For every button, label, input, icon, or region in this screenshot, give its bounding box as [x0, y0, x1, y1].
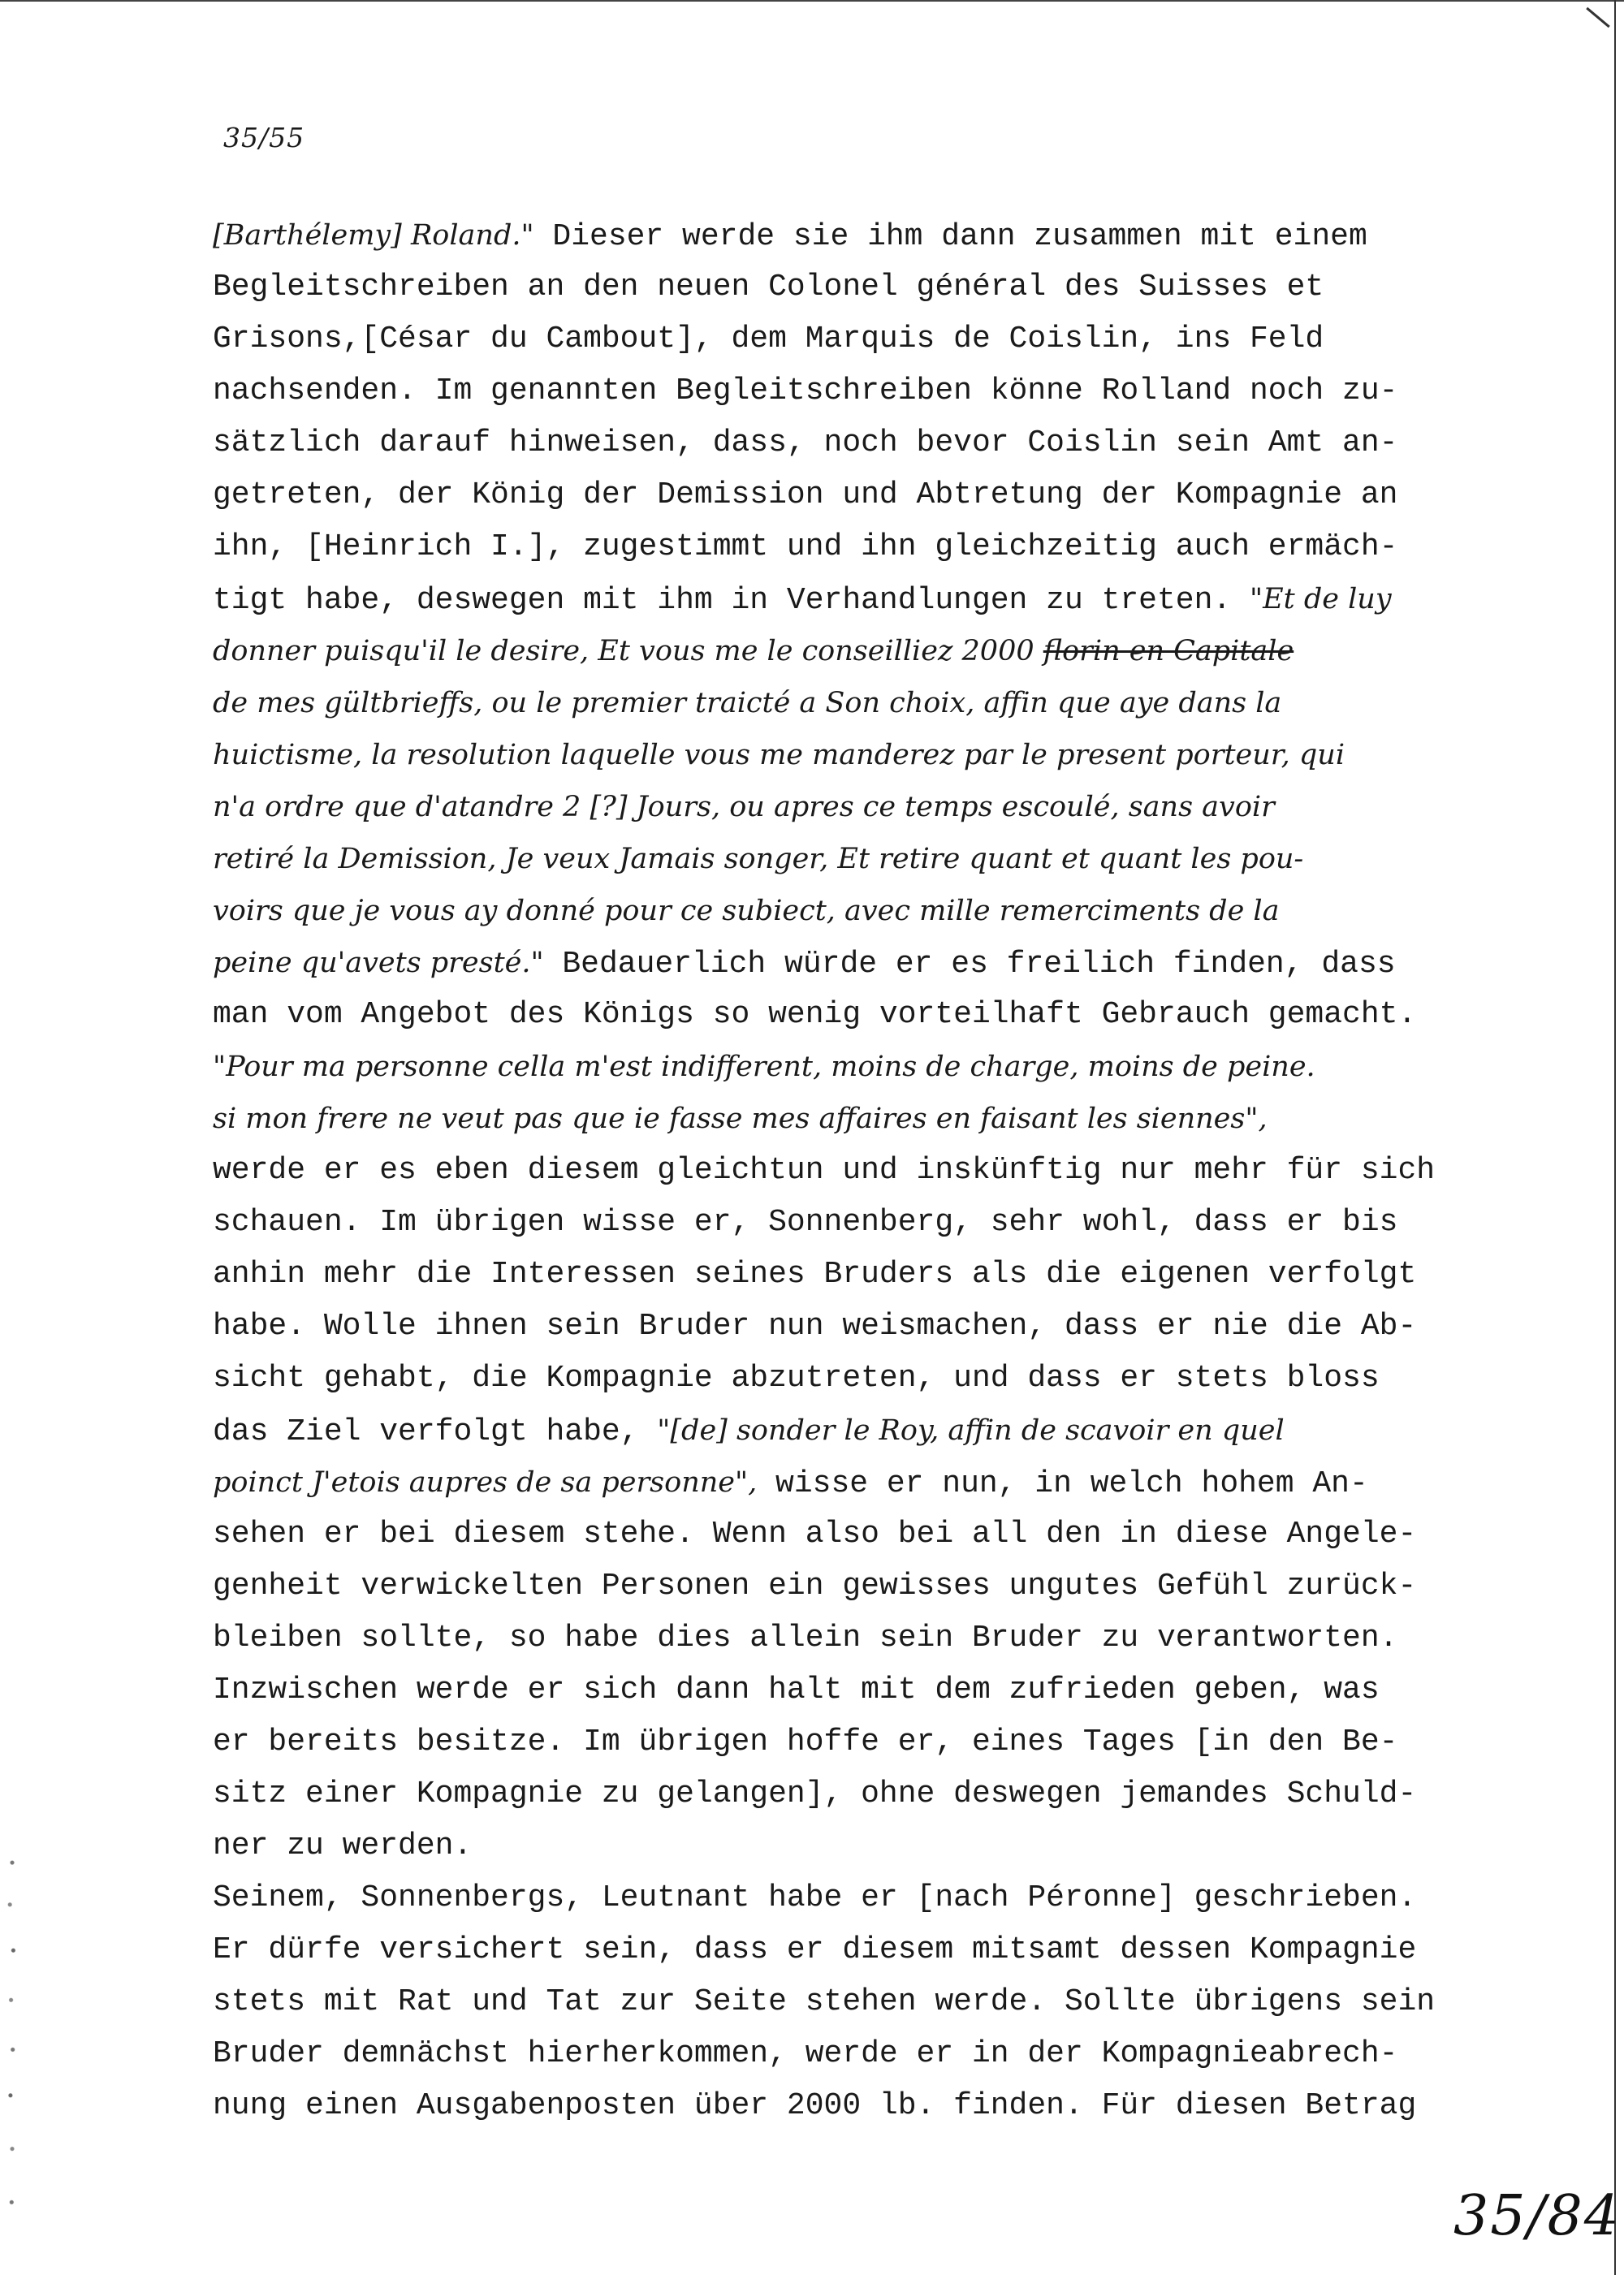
quotation-segment: si mon frere ne veut pas que ie fasse mes affaires en faisant les siennes",: [213, 1103, 1268, 1135]
quotation-segment: "Et de luy: [1250, 583, 1392, 615]
text-line: [213, 1872, 1544, 1924]
text-line: [213, 1145, 1544, 1197]
text-segment: nachsenden. Im genannten Begleitschreiben könne Rolland noch zu-: [213, 373, 1398, 408]
page-edge-right: [1614, 0, 1616, 2275]
text-line: [213, 781, 1544, 833]
text-line: [213, 937, 1544, 989]
text-segment: Seinem, Sonnenbergs, Leutnant habe er [nach Péronne] geschrieben.: [213, 1880, 1417, 1915]
text-line: [213, 469, 1544, 521]
text-line: [213, 625, 1544, 677]
text-segment: getreten, der König der Demission und Abtretung der Kompagnie an: [213, 477, 1398, 512]
text-line: [213, 989, 1544, 1041]
text-segment: nung einen Ausgabenposten über 2000 lb. finden. Für diesen Betrag: [213, 2088, 1417, 2123]
text-line: [213, 209, 1544, 261]
text-line: [213, 1820, 1544, 1872]
quotation-segment: voirs que je vous ay donné pour ce subiect, avec mille remerciments de la: [213, 895, 1280, 927]
text-line: [213, 417, 1544, 469]
text-line: [213, 1093, 1544, 1145]
text-segment: Er dürfe versichert sein, dass er diesem mitsamt dessen Kompagnie: [213, 1932, 1417, 1967]
text-line: [213, 885, 1544, 937]
text-segment: Inzwischen werde er sich dann halt mit dem zufrieden geben, was: [213, 1673, 1380, 1707]
body-text: [213, 209, 1544, 2132]
handwritten-page-number: 35/84: [1453, 2184, 1621, 2248]
text-line: [213, 1457, 1544, 1509]
text-line: [213, 2028, 1544, 2080]
text-line: [213, 1301, 1544, 1353]
text-line: [213, 677, 1544, 729]
quotation-segment: retiré la Demission, Je veux Jamais songer, Et retire quant et quant les pou-: [213, 843, 1304, 875]
text-segment: anhin mehr die Interessen seines Bruders als die eigenen verfolgt: [213, 1257, 1417, 1292]
text-line: [213, 2080, 1544, 2132]
text-segment: Begleitschreiben an den neuen Colonel général des Suisses et: [213, 270, 1324, 304]
text-line: [213, 365, 1544, 417]
text-segment: sehen er bei diesem stehe. Wenn also bei all den in diese Angele-: [213, 1517, 1417, 1552]
text-line: [213, 729, 1544, 781]
text-line: [213, 573, 1544, 625]
quotation-segment: "Pour ma personne cella m'est indifferent, moins de charge, moins de peine.: [213, 1051, 1315, 1083]
text-segment: stets mit Rat und Tat zur Seite stehen werde. Sollte übrigens sein: [213, 1984, 1436, 2019]
struck-quotation-segment: florin en Capitale: [1043, 635, 1294, 667]
text-line: [213, 1768, 1544, 1820]
page-number: 35/55: [223, 122, 305, 153]
quotation-segment: donner puisqu'il le desire, Et vous me le conseilliez 2000: [213, 635, 1043, 667]
text-line: [213, 1561, 1544, 1612]
text-line: [213, 1509, 1544, 1561]
text-line: [213, 1924, 1544, 1976]
text-segment: bleiben sollte, so habe dies allein sein Bruder zu verantworten.: [213, 1621, 1398, 1656]
quotation-segment: de mes gültbrieffs, ou le premier traicté a Son choix, affin que aye dans la: [213, 687, 1282, 719]
text-segment: tigt habe, deswegen mit ihm in Verhandlungen zu treten.: [213, 583, 1250, 618]
text-segment: man vom Angebot des Königs so wenig vorteilhaft Gebrauch gemacht.: [213, 997, 1417, 1032]
text-line: [213, 1612, 1544, 1664]
quotation-segment: "[de] sonder le Roy, affin de scavoir en quel: [657, 1414, 1285, 1447]
text-line: [213, 1041, 1544, 1093]
text-segment: wisse er nun, in welch hohem An-: [757, 1466, 1368, 1501]
text-segment: habe. Wolle ihnen sein Bruder nun weismachen, dass er nie die Ab-: [213, 1309, 1417, 1344]
quotation-segment: poinct J'etois aupres de sa personne",: [213, 1466, 758, 1499]
text-segment: sitz einer Kompagnie zu gelangen], ohne deswegen jemandes Schuld-: [213, 1776, 1417, 1811]
text-line: [213, 1716, 1544, 1768]
text-line: [213, 1405, 1544, 1457]
text-segment: schauen. Im übrigen wisse er, Sonnenberg, sehr wohl, dass er bis: [213, 1205, 1398, 1240]
text-line: [213, 261, 1544, 313]
text-segment: ner zu werden.: [213, 1828, 473, 1863]
text-segment: genheit verwickelten Personen ein gewisses ungutes Gefühl zurück-: [213, 1569, 1417, 1604]
text-segment: werde er es eben diesem gleichtun und inskünftig nur mehr für sich: [213, 1153, 1436, 1188]
margin-specks: [6, 1851, 18, 2233]
text-segment: sicht gehabt, die Kompagnie abzutreten, und dass er stets bloss: [213, 1361, 1380, 1396]
text-line: [213, 521, 1544, 573]
text-segment: Bruder demnächst hierherkommen, werde er in der Kompagnieabrech-: [213, 2036, 1398, 2071]
text-line: [213, 833, 1544, 885]
text-segment: er bereits besitze. Im übrigen hoffe er, eines Tages [in den Be-: [213, 1725, 1398, 1759]
text-segment: sätzlich darauf hinweisen, dass, noch bevor Coislin sein Amt an-: [213, 425, 1398, 460]
page-edge-top: [0, 0, 1624, 2]
text-line: [213, 1664, 1544, 1716]
quotation-segment: n'a ordre que d'atandre 2 [?] Jours, ou apres ce temps escoulé, sans avoir: [213, 791, 1275, 823]
text-segment: Dieser werde sie ihm dann zusammen mit einem: [533, 219, 1367, 254]
text-segment: das Ziel verfolgt habe,: [213, 1414, 658, 1449]
text-line: [213, 1976, 1544, 2028]
quotation-segment: [Barthélemy] Roland.": [213, 219, 534, 252]
text-line: [213, 313, 1544, 365]
text-line: [213, 1197, 1544, 1249]
text-segment: Bedauerlich würde er es freilich finden, dass: [543, 947, 1396, 982]
text-segment: ihn, [Heinrich I.], zugestimmt und ihn gleichzeitig auch ermäch-: [213, 529, 1398, 564]
text-segment: Grisons,[César du Cambout], dem Marquis de Coislin, ins Feld: [213, 322, 1324, 356]
text-line: [213, 1249, 1544, 1301]
text-line: [213, 1353, 1544, 1405]
corner-mark: [1586, 7, 1610, 28]
quotation-segment: peine qu'avets presté.": [213, 947, 544, 979]
quotation-segment: huictisme, la resolution laquelle vous me manderez par le present porteur, qui: [213, 739, 1345, 771]
